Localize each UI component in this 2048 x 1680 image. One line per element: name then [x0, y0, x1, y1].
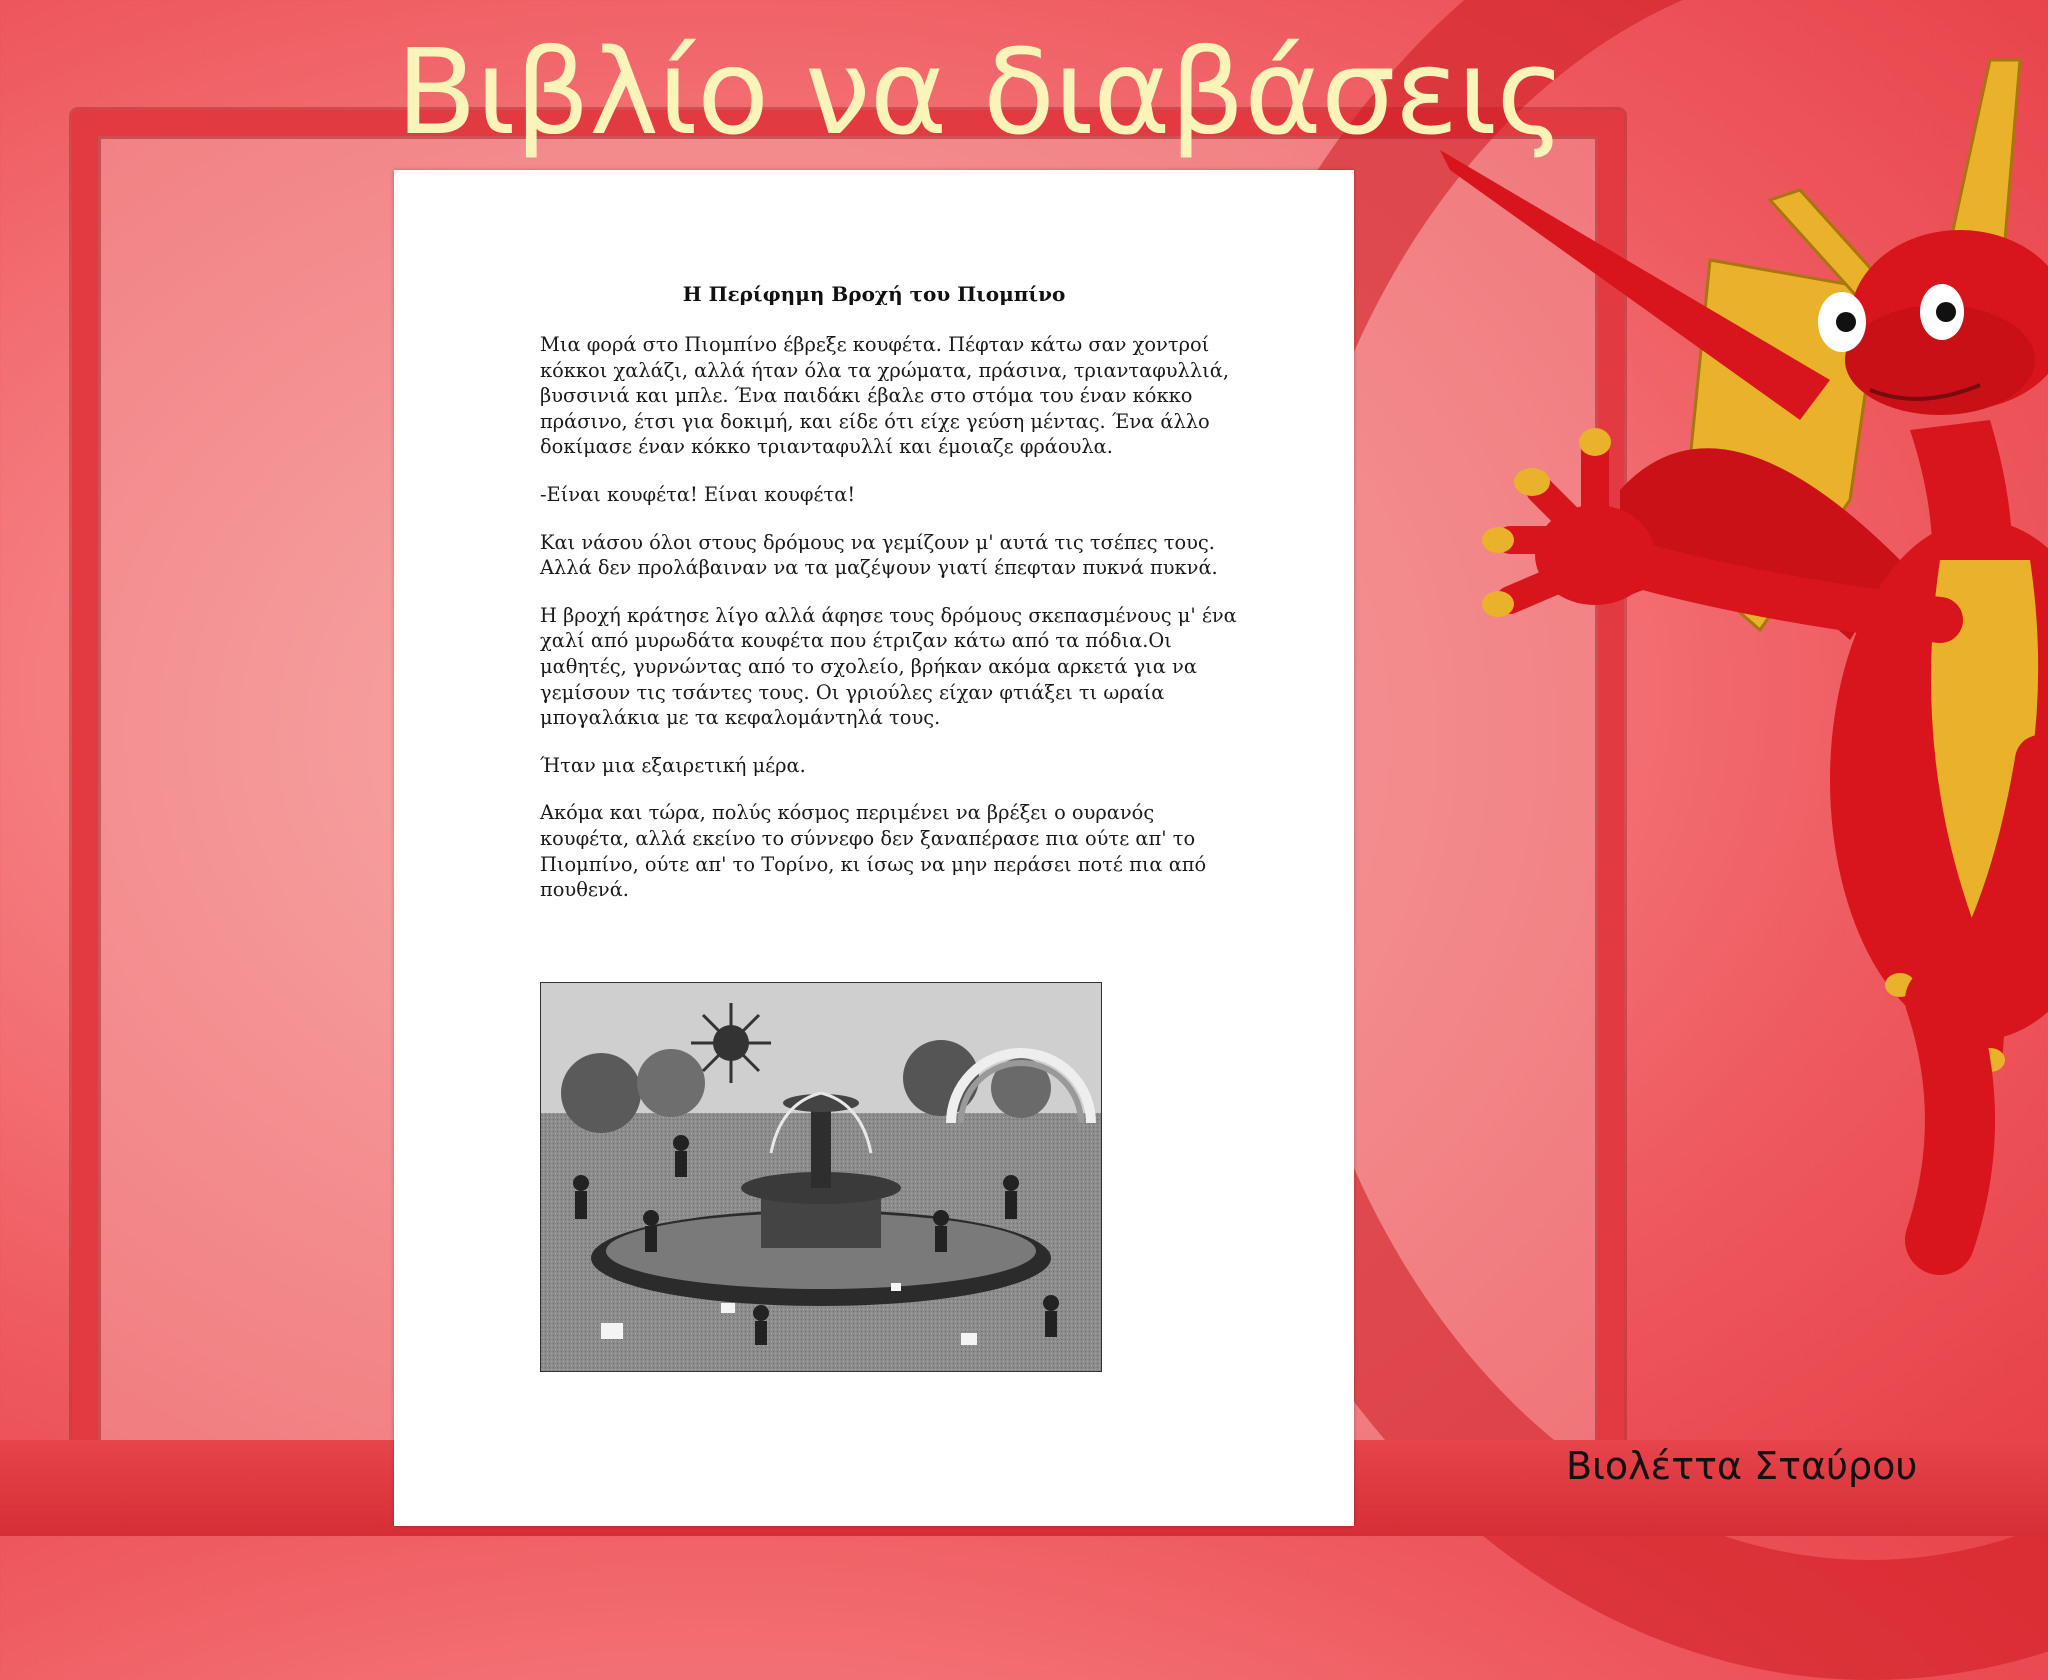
document-title: Η Περίφημη Βροχή του Πιομπίνο: [682, 282, 1066, 306]
paragraph-2: -Είναι κουφέτα! Είναι κουφέτα!: [540, 482, 856, 506]
park-fountain-illustration: [540, 982, 1102, 1372]
dragon-mascot-icon: [1380, 0, 2048, 1360]
author-name: Βιολέττα Σταύρου: [1566, 1444, 1918, 1488]
paragraph-1: Μια φορά στο Πιομπίνο έβρεξε κουφέτα. Πέφταν κάτω σαν χοντροί κόκκοι χαλάζι, αλλά ήταν όλα τα χρώματα, πράσινα, τριανταφυλλιά, βυσσινιά και μπλε. Ένα παιδάκι έβαλε στο στόμα του έναν κόκκο πράσινο, έτσι για δοκιμή, και είδε ότι είχε γεύση μέντας. Ένα άλλο δοκίμασε έναν κόκκο τριανταφυλλί και έμοιαζε φράουλα.: [540, 333, 1230, 459]
paragraph-5: Ήταν μια εξαιρετική μέρα.: [540, 753, 806, 777]
park-fountain-collage-illustration-icon: [541, 983, 1101, 1371]
paragraph-6: Ακόμα και τώρα, πολύς κόσμος περιμένει να βρέξει ο ουρανός κουφέτα, αλλά εκείνο το σύννεφο δεν ξαναπέρασε πια ούτε απ' το Πιομπίνο, ούτε απ' το Τορίνο, κι ίσως να μην περάσει ποτέ πια από πουθενά.: [540, 801, 1207, 902]
document-body: [540, 332, 1240, 925]
paragraph-4: Η βροχή κράτησε λίγο αλλά άφησε τους δρόμους σκεπασμένους μ' ένα χαλί από μυρωδάτα κουφέτα που έτριζαν κάτω από τα πόδια.Οι μαθητές, γυρνώντας από το σχολείο, βρήκαν ακόμα αρκετά για να γεμίσουν τις τσάντες τους. Οι γριούλες είχαν φτιάξει τι ωραία μπογαλάκια με τα κεφαλομάντηλά τους.: [540, 603, 1237, 730]
paragraph-3: Και νάσου όλοι στους δρόμους να γεμίζουν μ' αυτά τις τσέπες τους. Αλλά δεν προλάβαιναν να τα μαζέψουν γιατί έπεφταν πυκνά πυκνά.: [540, 530, 1218, 580]
slide-title: Βιβλίο να διαβάσεις: [396, 23, 1565, 161]
document-page: [394, 170, 1354, 1526]
